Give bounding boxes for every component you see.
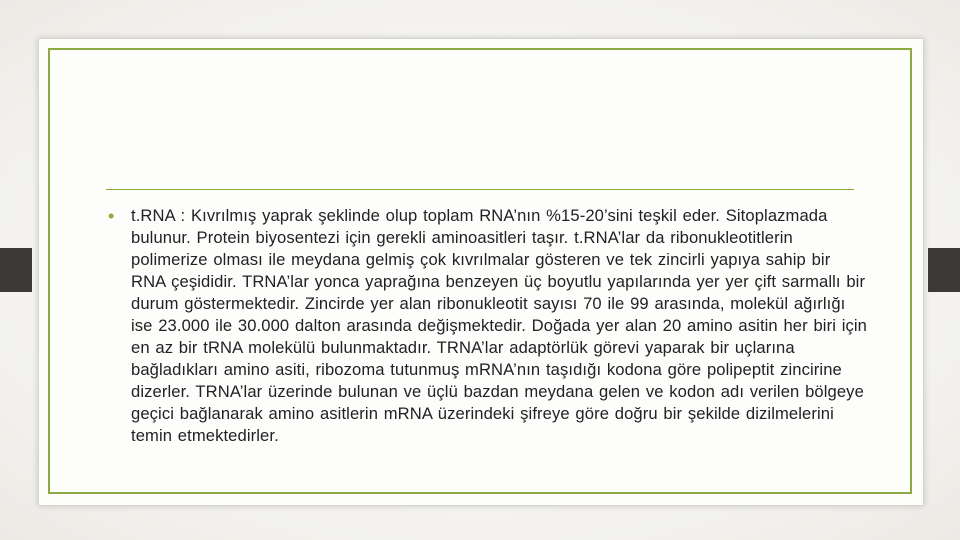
left-edge-tab	[0, 248, 32, 292]
body-paragraph: t.RNA : Kıvrılmış yaprak şeklinde olup toplam RNA’nın %15-20’sini teşkil eder. Sitoplazmada bulunur. Protein biyosentezi için gerekli aminoasitleri taşır. t.RNA’lar da ribonukleotitlerin polimerize olması ile meydana gelmiş çok kıvrılmalar gösteren ve tek zincirli yapıya sahip bir RNA çeşididir. TRNA’lar yonca yaprağına benzeyen üç boyutlu yapılarında yer yer çift sarmallı bir durum göstermektedir. Zincirde yer alan ribonukleotit sayısı 70 ile 99 arasında, molekül ağırlığı ise 23.000 ile 30.000 dalton arasında değişmektedir. Doğada yer alan 20 amino asitin her biri için en az bir tRNA molekülü bulunmaktadır. TRNA’lar adaptörlük görevi yaparak bir uçlarına bağladıkları amino asiti, ribozoma tutunmuş mRNA’nın taşıdığı kodona göre polipeptit zincirine dizerler. TRNA’lar üzerinde bulunan ve üçlü bazdan meydana gelen ve kodon adı verilen bölgeye geçici bağlanarak amino asitlerin mRNA üzerindeki şifreye göre doğru bir şekilde dizilmelerini temin etmektedirler.	[131, 206, 868, 445]
bullet-dot-icon: •	[108, 206, 115, 226]
bullet-item	[108, 205, 868, 447]
right-edge-tab	[928, 248, 960, 292]
content-area	[108, 205, 868, 447]
title-divider	[106, 189, 854, 190]
